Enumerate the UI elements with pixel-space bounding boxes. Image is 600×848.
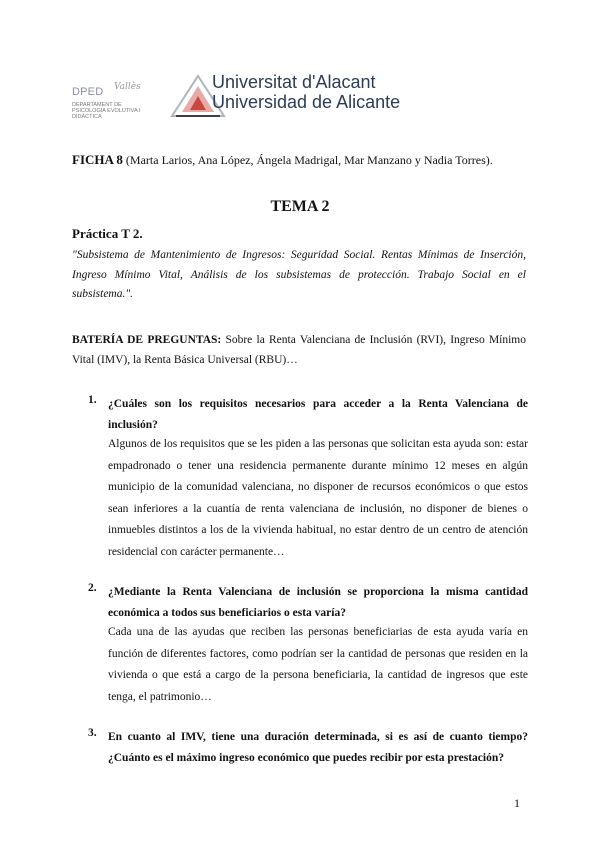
practica-title: Práctica T 2. — [72, 226, 143, 241]
ficha-label: FICHA 8 — [72, 152, 123, 167]
dped-signature: Vallès — [114, 82, 141, 92]
question-number: 3. — [88, 727, 97, 739]
bateria-label: BATERÍA DE PREGUNTAS: — [72, 334, 222, 346]
question-number: 1. — [88, 394, 97, 406]
ficha-authors: (Marta Larios, Ana López, Ángela Madrigal, Mar Manzano y Nadia Torres). — [125, 153, 493, 167]
practica-quote: "Subsistema de Mantenimiento de Ingresos: Seguridad Social. Rentas Mínimas de Inserción, Ingreso Mínimo Vital, Análisis de los subsistemas de protección. Trabajo Social en el subsistema.". — [72, 249, 526, 300]
dped-mark: DPED — [72, 86, 104, 98]
question-title: ¿Mediante la Renta Valenciana de inclusión se proporciona la misma cantidad económica a todos sus beneficiarios o esta varía? — [108, 586, 528, 619]
bateria-text: Sobre la Renta Valenciana de Inclusión (RVI), Ingreso Mínimo Vital (IMV), la Renta Básica Universal (RBU)… — [72, 334, 526, 366]
dped-department: DEPARTAMENT DE PSICOLOGIA EVOLUTIVA I DIDÀCTICA — [72, 102, 141, 120]
question-answer: Cada una de las ayudas que reciben las personas beneficiarias de esta ayuda varía en función de diferentes factores, como podrían ser la cantidad de personas que residen en la vivienda o que está a cargo de la persona beneficiaria, la cantidad de ingresos que este tenga, el patrimonio… — [108, 626, 528, 703]
question-number: 2. — [88, 582, 97, 594]
page-number: 1 — [514, 796, 520, 810]
university-name-spanish: Universidad de Alicante — [212, 92, 401, 112]
question-title: ¿Cuáles son los requisitos necesarios para acceder a la Renta Valenciana de inclusión? — [108, 398, 528, 431]
bateria-intro — [72, 330, 526, 370]
university-name — [212, 72, 400, 112]
tema-title: TEMA 2 — [270, 198, 330, 215]
question-answer: Algunos de los requisitos que se les piden a las personas que solicitan esta ayuda son: estar empadronado o tener una residencia permanente durante mínimo 12 meses en algún municipio de la comunidad valenciana, no disponer de recursos económicos o que estos sean inferiores a la cuantía de renta valenciana de inclusión, no disponer de bienes o inmuebles distintos a los de la vivienda habitual, no estar dentro de un centro de atención residencial con carácter permanente… — [108, 438, 528, 558]
header — [72, 72, 532, 134]
dped-logo — [72, 82, 172, 134]
ficha-line — [72, 152, 493, 168]
question-title: En cuanto al IMV, tiene una duración determinada, si es así de cuanto tiempo? ¿Cuánto es el máximo ingreso económico que puedes recibir por esta prestación? — [108, 731, 528, 764]
university-name-valencian: Universitat d'Alacant — [212, 72, 376, 92]
